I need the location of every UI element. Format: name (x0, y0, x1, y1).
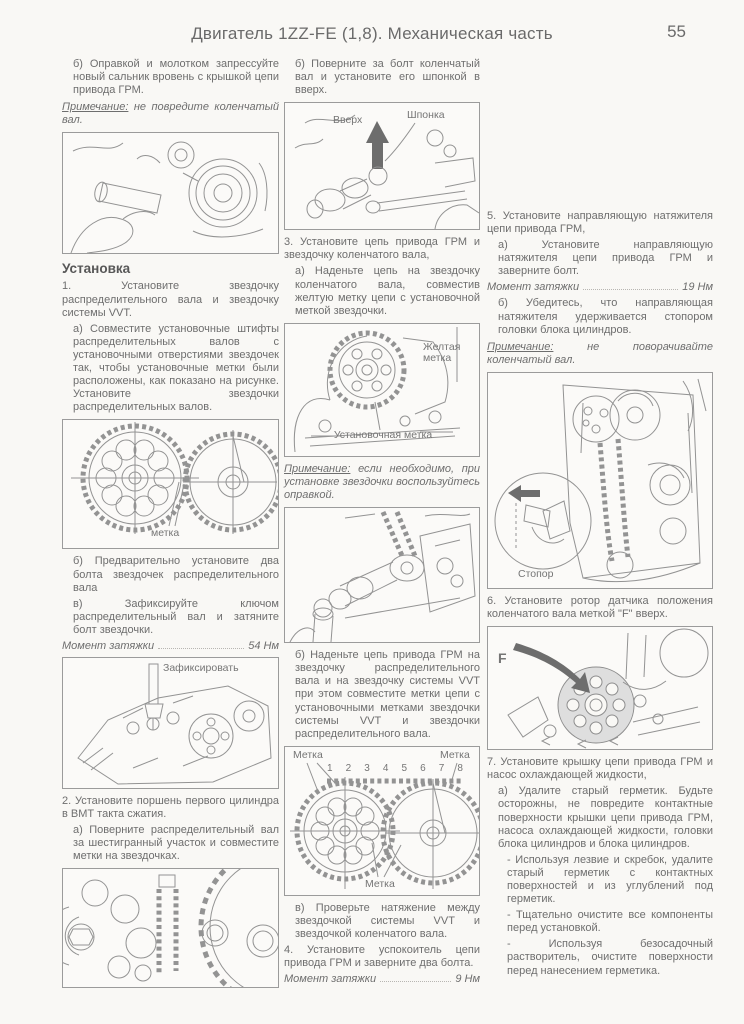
link-number: 6 (420, 762, 426, 774)
step-text: - Используя лезвие и скребок, удалите старый герметик с контактных поверхностей и из углублений под герметик. (507, 853, 713, 906)
note-body: если необходимо, при установке звездочки воспользуйтесь оправкой. (284, 462, 480, 502)
chain-link-numbers (327, 763, 463, 774)
figure-seal-install (62, 132, 279, 254)
torque-value: 19 Нм (682, 281, 713, 294)
step-text: 4. Установите успокоитель цепи привода ГРМ и заверните два болта. (284, 944, 480, 970)
step-text: 5. Установите направляющую натяжителя цепи привода ГРМ, (487, 210, 713, 236)
sensor-rotor-drawing (488, 627, 712, 749)
dotted-leader (583, 289, 678, 290)
f-mark-label: F (498, 650, 507, 667)
torque-value: 9 Нм (455, 973, 480, 986)
step-text: б) Убедитесь, что направляющая натяжителя удерживается стопором головки блока цилиндров. (498, 297, 713, 336)
step-text: 3. Установите цепь привода ГРМ и звездочку коленчатого вала, (284, 236, 480, 262)
step-text: 1. Установите звездочку распределительного вала и звездочку системы VVT. (62, 280, 279, 319)
left-column (62, 58, 279, 994)
note (487, 341, 713, 367)
step-text: а) Установите направляющую натяжителя цепи привода ГРМ и заверните болт. (498, 239, 713, 278)
stopper-label: Стопор (518, 567, 554, 580)
figure-crank-key (284, 102, 480, 230)
step-text: 2. Установите поршень первого цилиндра в ВМТ такта сжатия. (62, 794, 279, 821)
figure-crank-sensor-rotor (487, 626, 713, 750)
tensioner-stopper-drawing (488, 373, 712, 588)
note-label: Примечание: (487, 340, 554, 353)
figure-camshaft-chain (284, 507, 480, 643)
figure-chain-marks (284, 746, 480, 896)
dotted-leader (158, 648, 244, 649)
right-column (487, 58, 713, 981)
camshaft-chain-drawing (285, 508, 479, 642)
torque-label: Момент затяжки (487, 281, 580, 294)
link-number: 5 (401, 762, 408, 774)
step-text: - Тщательно очистите все компоненты перед установкой. (507, 909, 713, 935)
crank-key-drawing (285, 103, 479, 229)
seal-press-drawing (63, 133, 278, 253)
note-label: Примечание: (62, 101, 129, 114)
figure-cam-sprockets (62, 419, 279, 549)
figure-camshaft-lock (62, 657, 279, 789)
note (62, 101, 279, 127)
torque-label: Момент затяжки (62, 639, 155, 652)
step-text: - Используя безосадочный растворитель, очистите поверхности перед нанесением герметика. (507, 938, 713, 977)
torque-spec (487, 281, 713, 293)
link-number: 7 (438, 762, 445, 774)
key-label: Шпонка (407, 109, 445, 122)
figure-tensioner-stopper (487, 372, 713, 589)
torque-label: Момент затяжки (284, 973, 377, 986)
link-number: 8 (457, 762, 463, 774)
step-text: 7. Установите крышку цепи привода ГРМ и насос охлаждающей жидкости, (487, 756, 713, 782)
lock-label: Зафиксировать (163, 661, 239, 674)
link-number: 4 (382, 762, 389, 774)
note (284, 463, 480, 502)
step-text: в) Проверьте натяжение между звездочкой системы VVT и звездочкой коленчатого вала. (295, 901, 480, 940)
torque-value: 54 Нм (248, 639, 279, 652)
figure-crank-sprocket-mark (284, 323, 480, 457)
section-heading: Установка (62, 261, 131, 277)
step-text: 6. Установите ротор датчика положения коленчатого вала меткой "F" вверх. (487, 594, 713, 621)
install-mark-label: Установочная метка (333, 428, 433, 441)
torque-spec (62, 640, 279, 652)
link-number: 2 (345, 762, 352, 774)
middle-column (284, 58, 480, 989)
step-text: б) Наденьте цепь привода ГРМ на звездочку распределительного вала и на звездочку системы VVT при этом совместите метки цепи с установочными метками звездочки системы VVT и звездочки распределительного вала. (295, 649, 480, 740)
step-text: б) Поверните за болт коленчатый вал и установите его шпонкой в вверх. (295, 58, 480, 97)
note-body: не поворачивайте коленчатый вал. (487, 340, 713, 366)
figure-gear-closeup (62, 868, 279, 988)
step-text: а) Удалите старый герметик. Будьте осторожны, не повредите контактные поверхности крышки цепи привода ГРМ, насоса охлаждающей жидкости, головки блока цилиндров и блока цилиндров. (498, 785, 713, 850)
torque-spec (284, 973, 480, 985)
up-label: Вверх (333, 114, 363, 127)
yellow-mark-label: Желтая метка (423, 340, 461, 365)
page-title: Двигатель 1ZZ-FE (1,8). Механическая часть (191, 24, 553, 43)
step-text: а) Поверните распределительный вал за шестигранный участок и совместите метки на звездочках. (73, 824, 279, 863)
camshaft-lock-drawing (63, 658, 278, 788)
step-text: а) Наденьте цепь на звездочку коленчатого вала, совместив желтую метку цепи с установочной меткой звездочки. (295, 265, 480, 317)
step-text: б) Предварительно установите два болта звездочек распределительного вала (73, 555, 279, 594)
page-number: 55 (667, 22, 686, 41)
note-label: Примечание: (284, 462, 351, 475)
step-text: а) Совместите установочные штифты распределительных валов с установочными отверстиями звездочек так, чтобы установочные метки были расположены, как показано на рисунке. Установите звездочки распределительных валов. (73, 322, 279, 414)
gear-closeup-drawing (63, 869, 278, 987)
step-text: б) Оправкой и молотком запрессуйте новый сальник вровень с крышкой цепи привода ГРМ. (73, 58, 279, 97)
link-number: 1 (327, 762, 333, 774)
step-text: в) Зафиксируйте ключом распределительный вал и затяните болт звездочки. (73, 597, 279, 636)
mark-label: метка (151, 527, 180, 540)
note-body: не повредите коленчатый вал. (62, 101, 279, 127)
mark-label-left: Метка (293, 748, 323, 761)
mark-label-right: Метка (440, 748, 470, 761)
mark-label-bottom: Метка (365, 877, 395, 890)
dotted-leader (380, 981, 451, 982)
link-number: 3 (364, 762, 370, 774)
